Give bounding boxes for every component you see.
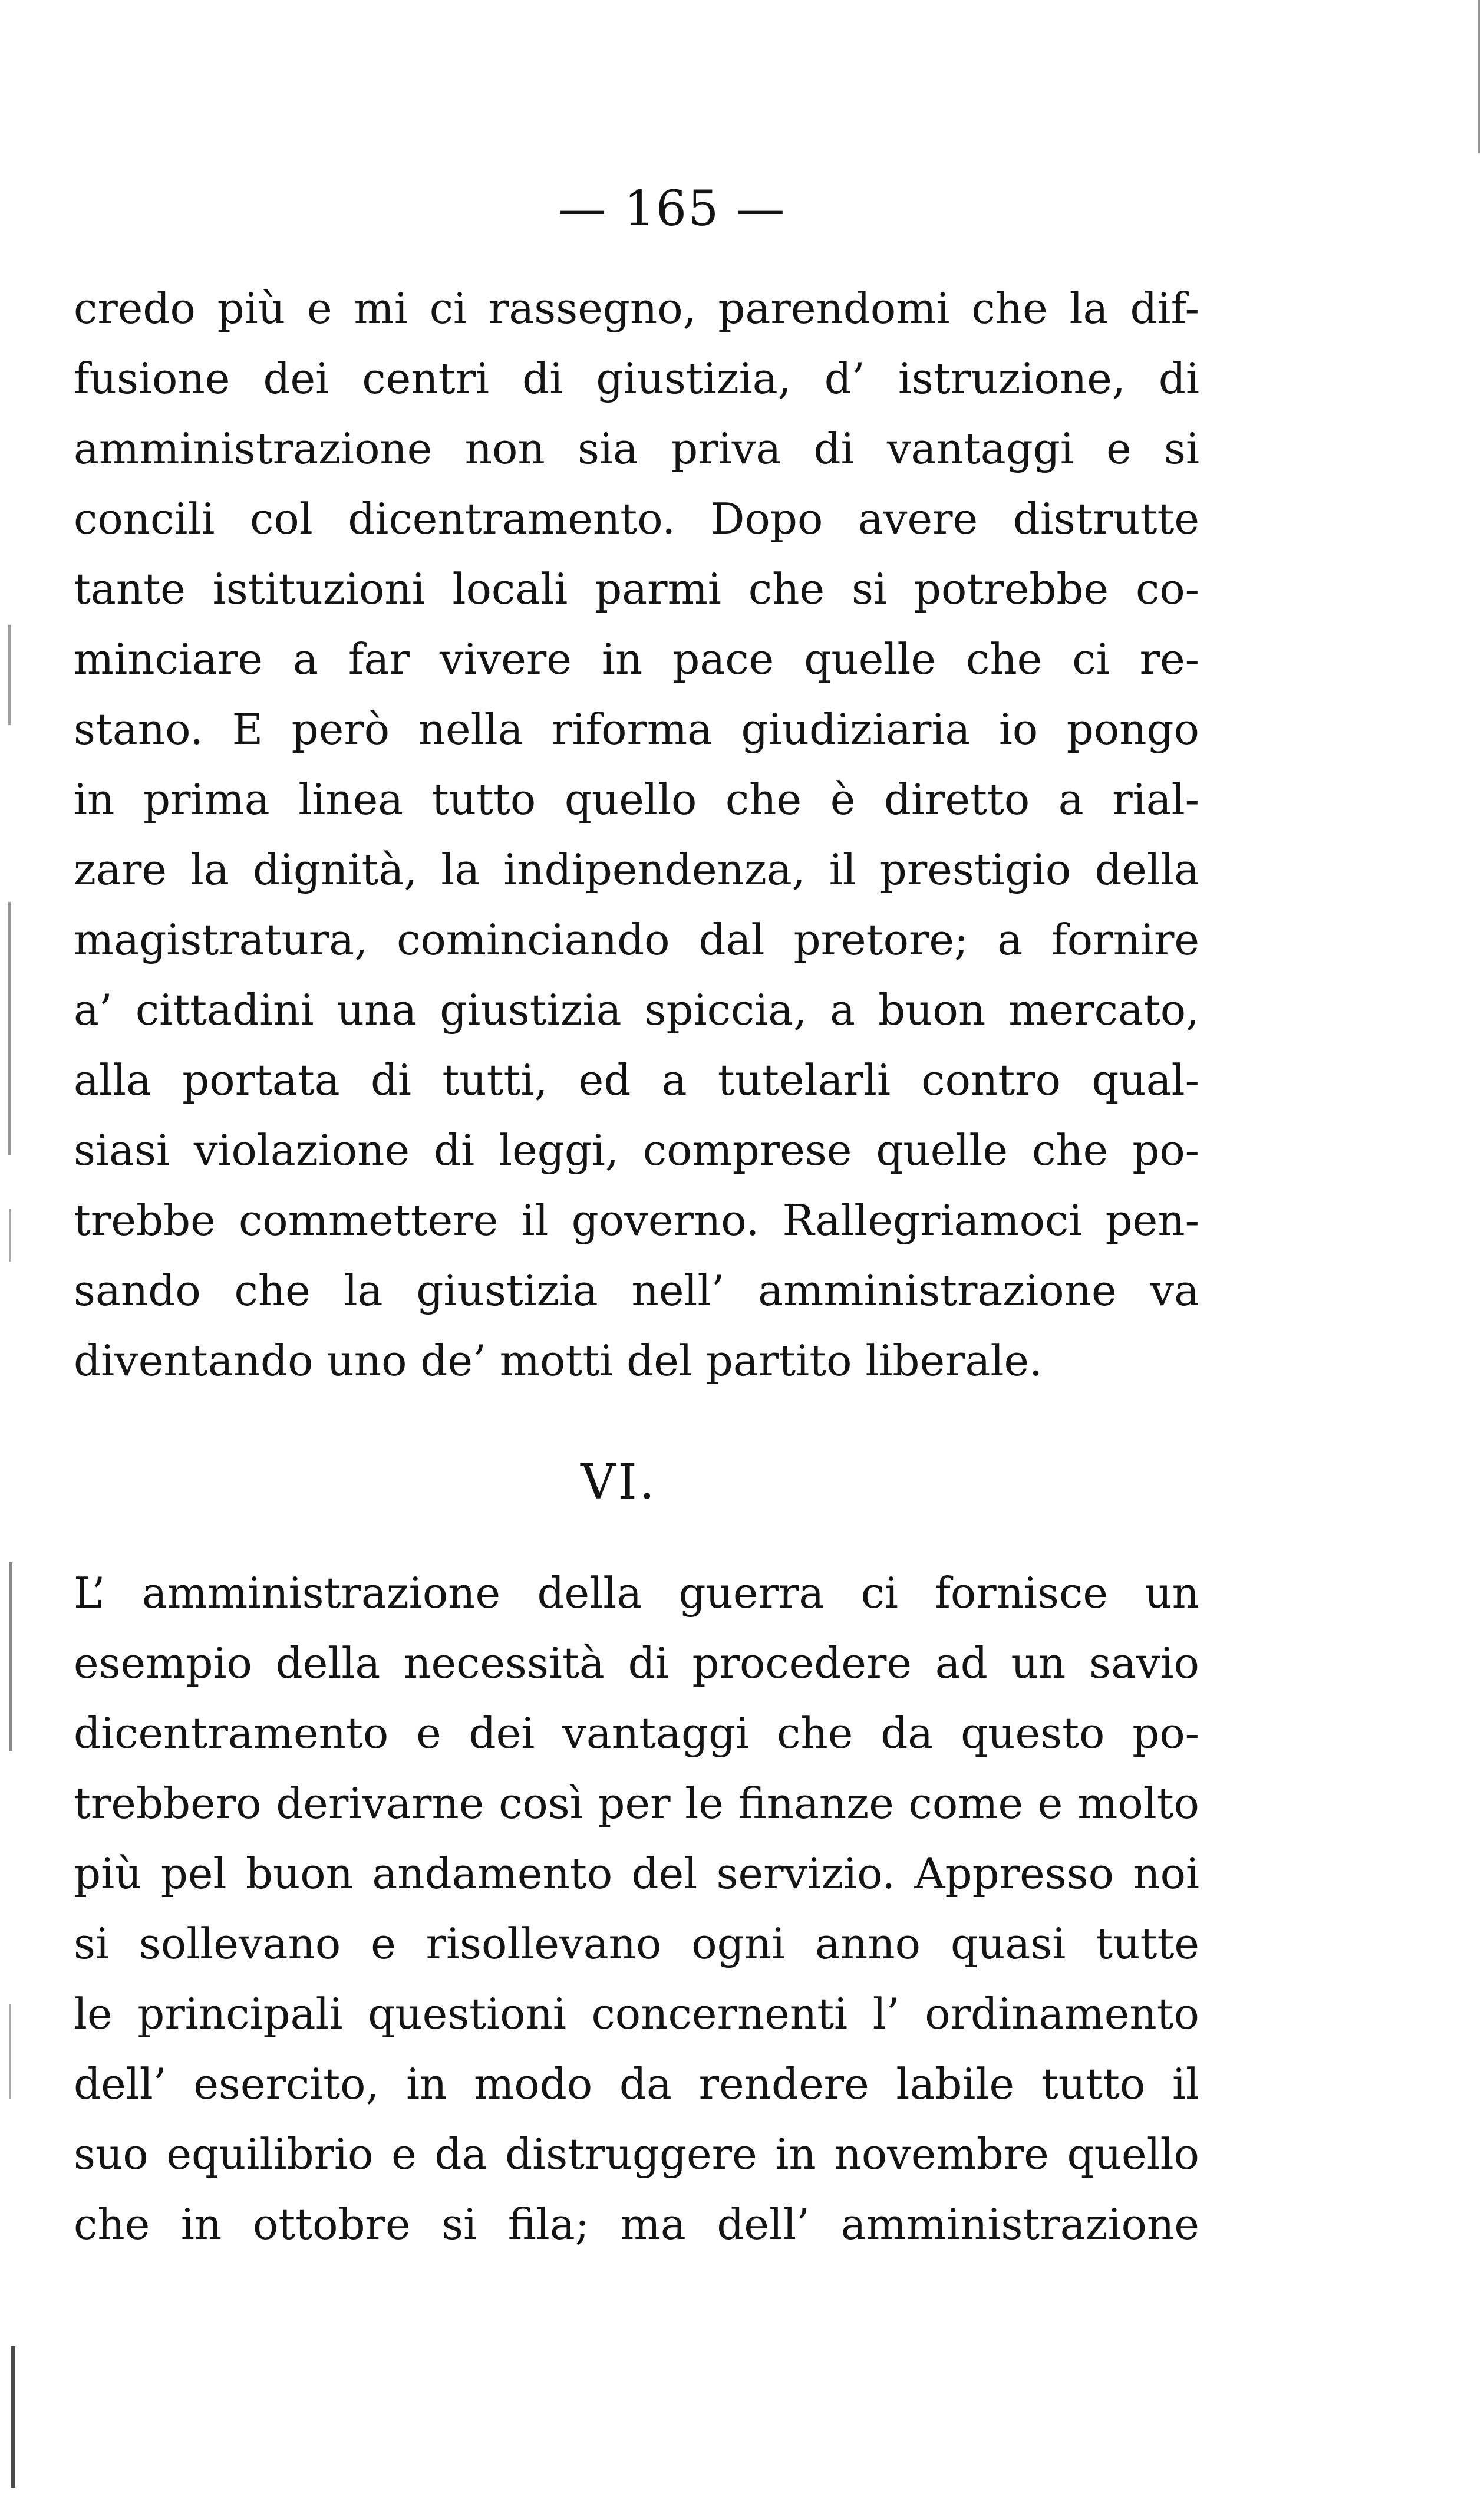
scan-edge-mark [9, 1209, 11, 1262]
text-line: le principali questioni concernenti l’ ordinamento [74, 1989, 1199, 2039]
text-line: alla portata di tutti, ed a tutelarli contro qual- [74, 1055, 1199, 1105]
text-line: a’ cittadini una giustizia spiccia, a buon mercato, [74, 985, 1199, 1035]
text-line: dell’ esercito, in modo da rendere labile tutto il [74, 2059, 1199, 2109]
text-line: trebbero derivarne così per le finanze come e molto [74, 1779, 1199, 1828]
text-line: credo più e mi ci rassegno, parendomi che la dif- [74, 284, 1199, 333]
scan-edge-mark [11, 2346, 15, 2488]
text-line: dicentramento e dei vantaggi che da questo po- [74, 1708, 1199, 1758]
scan-edge-mark [9, 1562, 12, 1751]
text-line: diventando uno de’ motti del partito liberale. [74, 1336, 1043, 1385]
text-line: si sollevano e risollevano ogni anno quasi tutte [74, 1919, 1199, 1968]
page-number: — 165 — [558, 181, 786, 237]
scan-edge-mark [1478, 0, 1480, 153]
scan-edge-mark [9, 2004, 11, 2099]
text-line: concili col dicentramento. Dopo avere distrutte [74, 494, 1199, 544]
text-line: in prima linea tutto quello che è diretto a rial- [74, 775, 1199, 824]
text-line: esempio della necessità di procedere ad un savio [74, 1638, 1199, 1688]
text-line: magistratura, cominciando dal pretore; a fornire [74, 915, 1199, 964]
text-line: più pel buon andamento del servizio. Appresso noi [74, 1849, 1199, 1898]
scan-edge-mark [8, 625, 11, 725]
text-line: suo equilibrio e da distruggere in novembre quello [74, 2129, 1199, 2179]
scan-edge-mark [8, 902, 11, 1155]
text-line: zare la dignità, la indipendenza, il prestigio della [74, 845, 1199, 894]
text-line: stano. E però nella riforma giudiziaria io pongo [74, 704, 1199, 754]
text-line: trebbe commettere il governo. Rallegriamoci pen- [74, 1196, 1199, 1245]
text-line: minciare a far vivere in pace quelle che ci re- [74, 634, 1199, 684]
paragraph-1 [74, 274, 1199, 1396]
text-line: amministrazione non sia priva di vantaggi e si [74, 424, 1199, 473]
paragraph-2 [74, 1558, 1199, 2260]
text-line: fusione dei centri di giustizia, d’ istruzione, di [74, 354, 1199, 403]
text-line: sando che la giustizia nell’ amministrazione va [74, 1266, 1199, 1315]
text-line: L’ amministrazione della guerra ci fornisce un [74, 1568, 1199, 1618]
text-line: tante istituzioni locali parmi che si potrebbe co- [74, 564, 1199, 614]
text-line: siasi violazione di leggi, comprese quelle che po- [74, 1125, 1199, 1175]
text-line: che in ottobre si fila; ma dell’ amministrazione [74, 2199, 1199, 2249]
section-heading: VI. [581, 1454, 657, 1510]
